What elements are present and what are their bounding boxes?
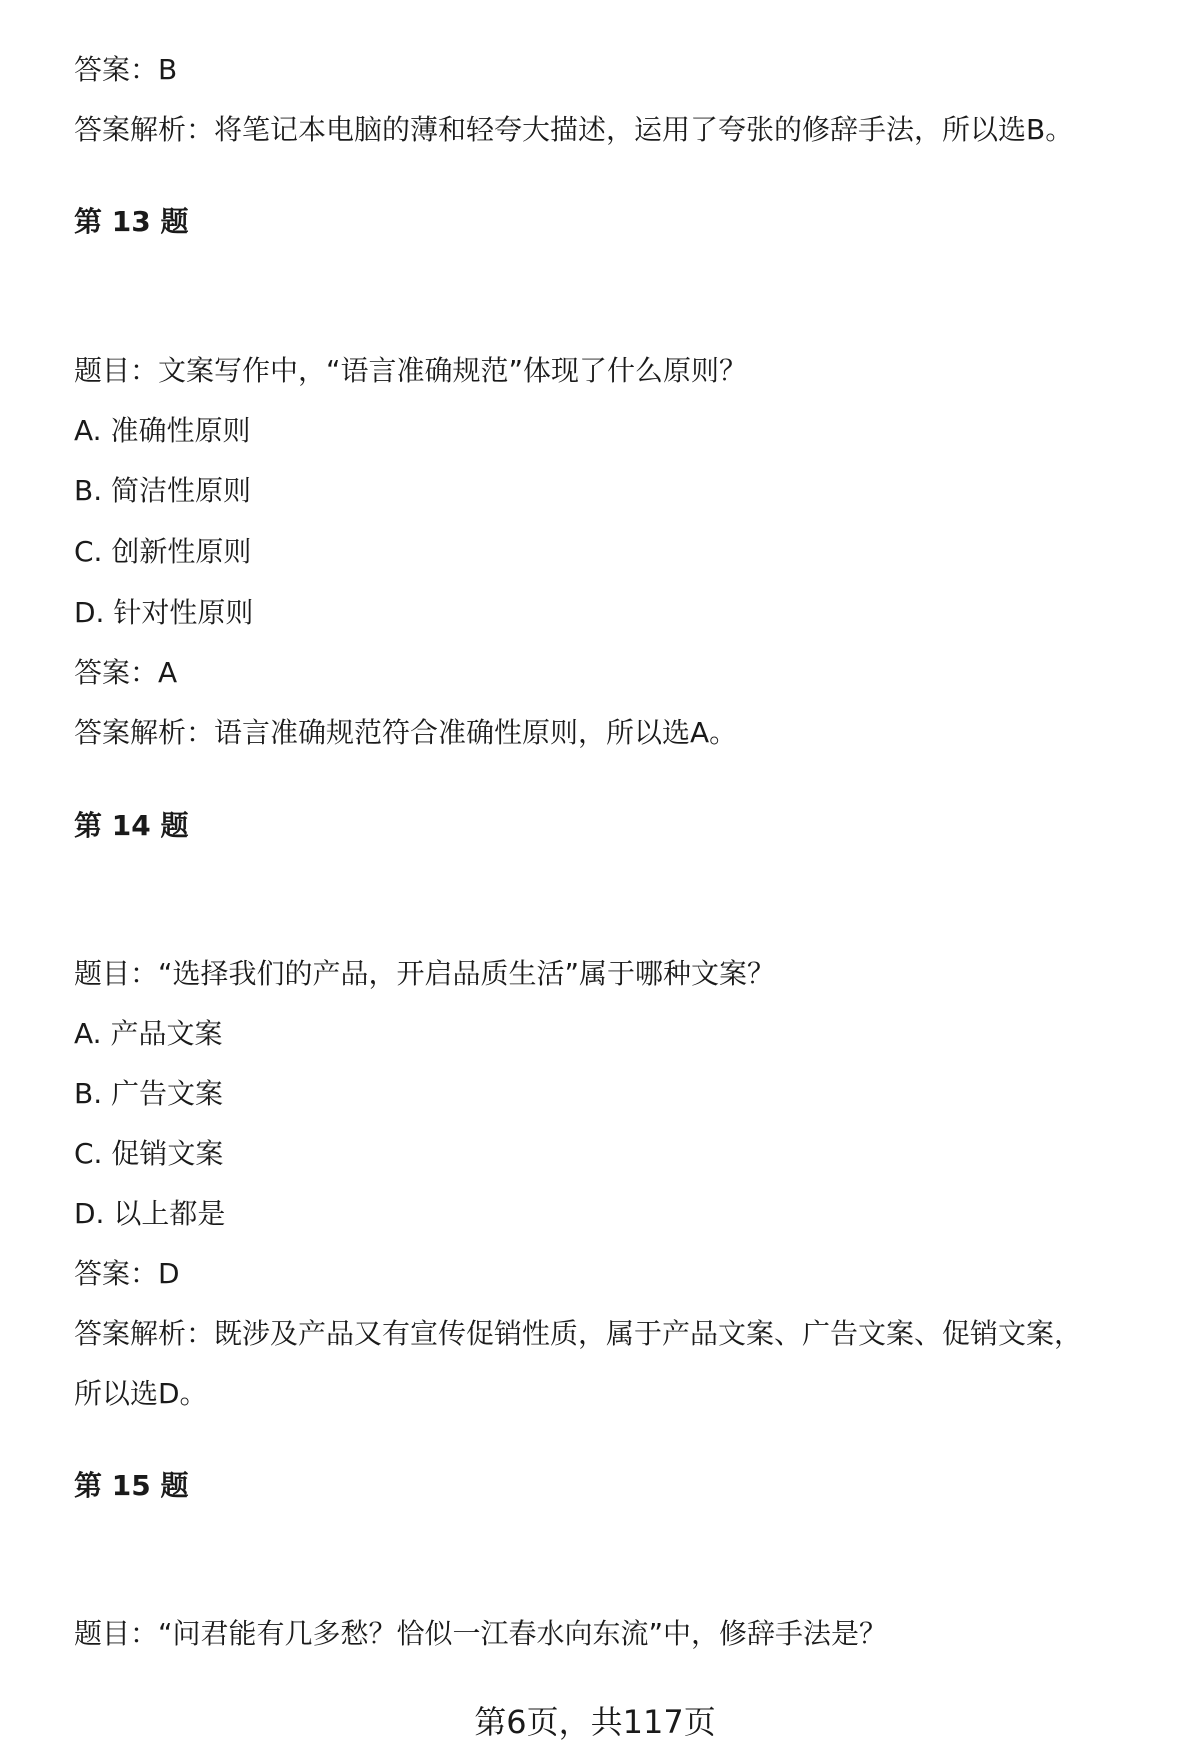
q14-analysis-line1: 答案解析：既涉及产品又有宣传促销性质，属于产品文案、广告文案、促销文案， [74,1317,1083,1350]
q14-option-d: D. 以上都是 [74,1197,226,1230]
q14-analysis-line2: 所以选D。 [74,1377,208,1410]
q14-option-a: A. 产品文案 [74,1017,223,1050]
q12-analysis: 答案解析：将笔记本电脑的薄和轻夸大描述，运用了夸张的修辞手法，所以选B。 [74,113,1074,146]
q14-option-b: B. 广告文案 [74,1077,224,1110]
q13-heading: 第 13 题 [74,205,189,238]
q14-option-c: C. 促销文案 [74,1137,224,1170]
q13-option-c: C. 创新性原则 [74,535,252,568]
q14-heading: 第 14 题 [74,809,189,842]
q12-answer: 答案：B [74,53,178,86]
q15-question: 题目：“问君能有几多愁？恰似一江春水向东流”中，修辞手法是？ [74,1617,888,1650]
q14-question: 题目：“选择我们的产品，开启品质生活”属于哪种文案？ [74,957,776,990]
q13-option-d: D. 针对性原则 [74,596,254,629]
q13-option-b: B. 简洁性原则 [74,474,252,507]
page-number-footer: 第6页，共117页 [474,1703,716,1741]
q13-question: 题目：文案写作中，“语言准确规范”体现了什么原则？ [74,354,748,387]
q13-analysis: 答案解析：语言准确规范符合准确性原则，所以选A。 [74,716,738,749]
q15-heading: 第 15 题 [74,1469,189,1502]
q13-option-a: A. 准确性原则 [74,414,251,447]
q14-answer: 答案：D [74,1257,180,1290]
q13-answer: 答案：A [74,656,178,689]
